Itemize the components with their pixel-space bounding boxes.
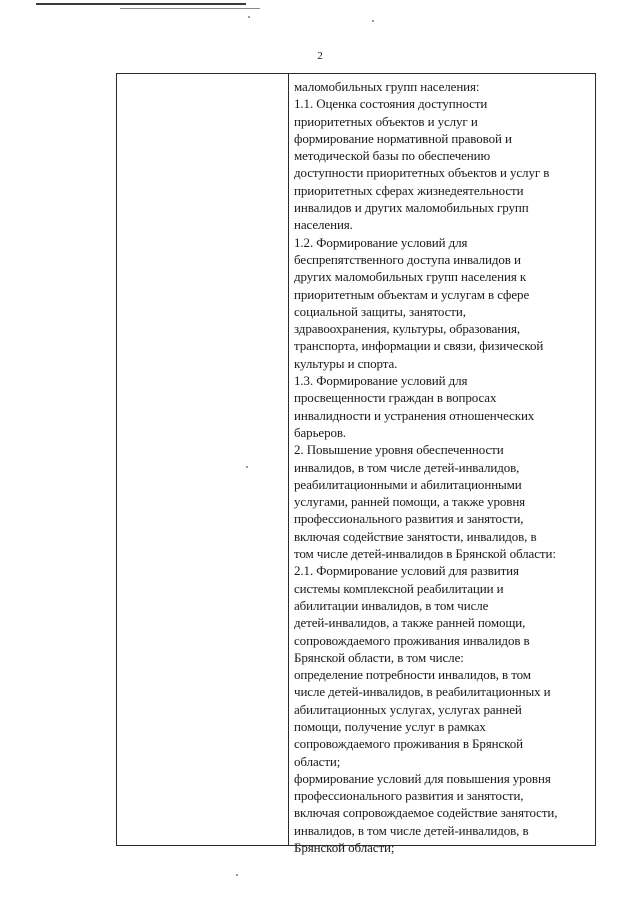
scan-speck (248, 16, 250, 18)
text-line: абилитационных услугах, услугах ранней (294, 701, 522, 717)
text-line: инвалидов, в том числе детей-инвалидов, (294, 459, 520, 475)
text-line: формирование условий для повышения уровня (294, 770, 551, 786)
text-line: транспорта, информации и связи, физической (294, 338, 544, 354)
text-line: области; (294, 753, 341, 769)
text-line: включая содействие занятости, инвалидов, в (294, 528, 537, 544)
text-line: методической базы по обеспечению (294, 148, 491, 164)
text-line: населения. (294, 217, 353, 233)
text-line: профессионального развития и занятости, (294, 788, 524, 804)
text-line: числе детей-инвалидов, в реабилитационных и (294, 684, 551, 700)
text-line: реабилитационными и абилитационными (294, 476, 522, 492)
text-line: 1.3. Формирование условий для (294, 373, 468, 389)
text-line: сопровождаемого проживания в Брянской (294, 736, 523, 752)
scan-speck (236, 874, 238, 876)
text-line: Брянской области, в том числе: (294, 649, 464, 665)
text-line: доступности приоритетных объектов и услуг в (294, 165, 550, 181)
text-line: услугами, ранней помощи, а также уровня (294, 494, 526, 510)
text-line: просвещенности граждан в вопросах (294, 390, 497, 406)
text-line: беспрепятственного доступа инвалидов и (294, 251, 521, 267)
text-line: приоритетных сферах жизнедеятельности (294, 182, 524, 198)
text-line: социальной защиты, занятости, (294, 303, 466, 319)
text-line: Брянской области; (294, 840, 395, 856)
text-line: здравоохранения, культуры, образования, (294, 321, 521, 337)
text-line: включая сопровождаемое содействие занятости, (294, 805, 558, 821)
text-line: профессионального развития и занятости, (294, 511, 524, 527)
scan-speck (372, 20, 374, 22)
text-line: системы комплексной реабилитации и (294, 580, 504, 596)
text-line: маломобильных групп населения: (294, 79, 480, 94)
text-line: других маломобильных групп населения к (294, 269, 527, 285)
text-line: культуры и спорта. (294, 355, 398, 371)
scan-artifact-line (120, 8, 260, 9)
page-number: 2 (317, 50, 323, 62)
table-right-cell (289, 74, 595, 856)
text-line: приоритетным объектам и услугам в сфере (294, 286, 530, 302)
text-line: абилитации инвалидов, в том числе (294, 597, 489, 613)
text-line: детей-инвалидов, а также ранней помощи, (294, 615, 526, 631)
scan-artifact-line (36, 3, 246, 5)
text-line: 2.1. Формирование условий для развития (294, 563, 519, 579)
text-line: сопровождаемого проживания инвалидов в (294, 632, 530, 648)
text-line: 1.2. Формирование условий для (294, 234, 468, 250)
text-line: инвалидов, в том числе детей-инвалидов, в (294, 822, 529, 838)
text-line: определение потребности инвалидов, в том (294, 667, 531, 683)
text-line: формирование нормативной правовой и (294, 130, 512, 146)
text-line: 2. Повышение уровня обеспеченности (294, 442, 504, 458)
text-line: помощи, получение услуг в рамках (294, 718, 486, 734)
text-line: том числе детей-инвалидов в Брянской области: (294, 546, 556, 562)
text-line: 1.1. Оценка состояния доступности (294, 96, 488, 112)
text-line: барьеров. (294, 424, 347, 440)
document-table (116, 73, 596, 856)
text-line: инвалидов и других маломобильных групп (294, 200, 529, 216)
table-left-cell (117, 74, 289, 845)
text-line: инвалидности и устранения отношенческих (294, 407, 535, 423)
text-line: приоритетных объектов и услуг и (294, 113, 478, 129)
